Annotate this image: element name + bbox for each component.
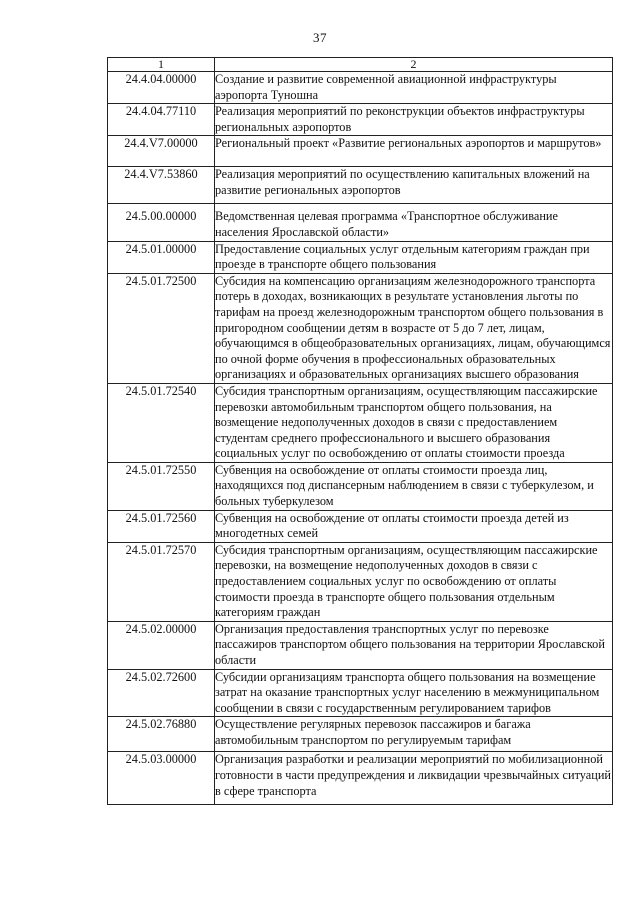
row-code: 24.5.01.72570: [108, 542, 215, 621]
row-name: Субвенция на освобождение от оплаты стоимости проезда детей из многодетных семей: [215, 510, 613, 542]
row-name: Субсидия на компенсацию организациям железнодорожного транспорта потерь в доходах, возникающих в результате установления льготы по тарифам на проезд железнодорожным транспортом общего пользования в пригородном сообщении детям в возрасте от 5 до 7 лет, лицам, обучающимся в общеобразовательных организациях, лицам, обучающимся по очной форме обучения в профессиональных образовательных организациях и образовательных организациях высшего образования: [215, 273, 613, 383]
page-number: 37: [313, 30, 327, 45]
row-code: 24.5.03.00000: [108, 752, 215, 805]
row-name: Ведомственная целевая программа «Транспортное обслуживание населения Ярославской области»: [215, 204, 613, 241]
table-row: [108, 462, 613, 510]
row-name: Субсидии организациям транспорта общего пользования на возмещение затрат на оказание транспортных услуг населению в межмуниципальном сообщении в связи с государственным регулированием тарифов: [215, 669, 613, 717]
row-name: Предоставление социальных услуг отдельным категориям граждан при проезде в транспорте общего пользования: [215, 241, 613, 273]
row-name: Субсидия транспортным организациям, осуществляющим пассажирские перевозки автомобильным транспортом общего пользования, на возмещение недополученных доходов в связи с предоставлением студентам среднего профессионального и высшего образования социальных услуг по освобождению от оплаты стоимости проезда: [215, 383, 613, 462]
column-header-name: 2: [215, 58, 613, 72]
row-code: 24.5.01.00000: [108, 241, 215, 273]
row-name: Организация разработки и реализации мероприятий по мобилизационной готовности в части предупреждения и ликвидации чрезвычайных ситуаций в сфере транспорта: [215, 752, 613, 805]
row-name: Субсидия транспортным организациям, осуществляющим пассажирские перевозки, на возмещение недополученных доходов в связи с предоставлением социальных услуг по освобождению от оплаты стоимости проезда в транспорте общего пользования отдельным категориям граждан: [215, 542, 613, 621]
column-header-code: 1: [108, 58, 215, 72]
row-code: 24.5.02.00000: [108, 621, 215, 669]
row-code: 24.5.01.72550: [108, 462, 215, 510]
row-name: Реализация мероприятий по реконструкции объектов инфраструктуры региональных аэропортов: [215, 104, 613, 136]
row-code: 24.4.V7.53860: [108, 167, 215, 204]
table-row: [108, 136, 613, 167]
table-row: [108, 669, 613, 717]
table-row: [108, 273, 613, 383]
table-row: [108, 241, 613, 273]
table-row: [108, 752, 613, 805]
row-name: Осуществление регулярных перевозок пассажиров и багажа автомобильным транспортом по регулируемым тарифам: [215, 717, 613, 752]
row-code: 24.5.00.00000: [108, 204, 215, 241]
row-code: 24.5.02.76880: [108, 717, 215, 752]
table-row: [108, 167, 613, 204]
row-code: 24.4.04.00000: [108, 72, 215, 104]
table-row: [108, 383, 613, 462]
table-row: [108, 542, 613, 621]
table-row: [108, 510, 613, 542]
table-row: [108, 72, 613, 104]
table-header-row: [108, 58, 613, 72]
row-name: Реализация мероприятий по осуществлению капитальных вложений на развитие региональных аэропортов: [215, 167, 613, 204]
table-row: [108, 717, 613, 752]
table-row: [108, 621, 613, 669]
row-name: Организация предоставления транспортных услуг по перевозке пассажиров транспортом общего пользования на территории Ярославской области: [215, 621, 613, 669]
budget-classification-table: [107, 57, 613, 805]
row-code: 24.4.V7.00000: [108, 136, 215, 167]
table-row: [108, 204, 613, 241]
row-code: 24.5.01.72560: [108, 510, 215, 542]
row-code: 24.4.04.77110: [108, 104, 215, 136]
row-name: Субвенция на освобождение от оплаты стоимости проезда лиц, находящихся под диспансерным наблюдением в связи с туберкулезом, и больных туберкулезом: [215, 462, 613, 510]
row-name: Региональный проект «Развитие региональных аэропортов и маршрутов»: [215, 136, 613, 167]
row-code: 24.5.02.72600: [108, 669, 215, 717]
row-code: 24.5.01.72500: [108, 273, 215, 383]
row-code: 24.5.01.72540: [108, 383, 215, 462]
row-name: Создание и развитие современной авиационной инфраструктуры аэропорта Туношна: [215, 72, 613, 104]
table-row: [108, 104, 613, 136]
